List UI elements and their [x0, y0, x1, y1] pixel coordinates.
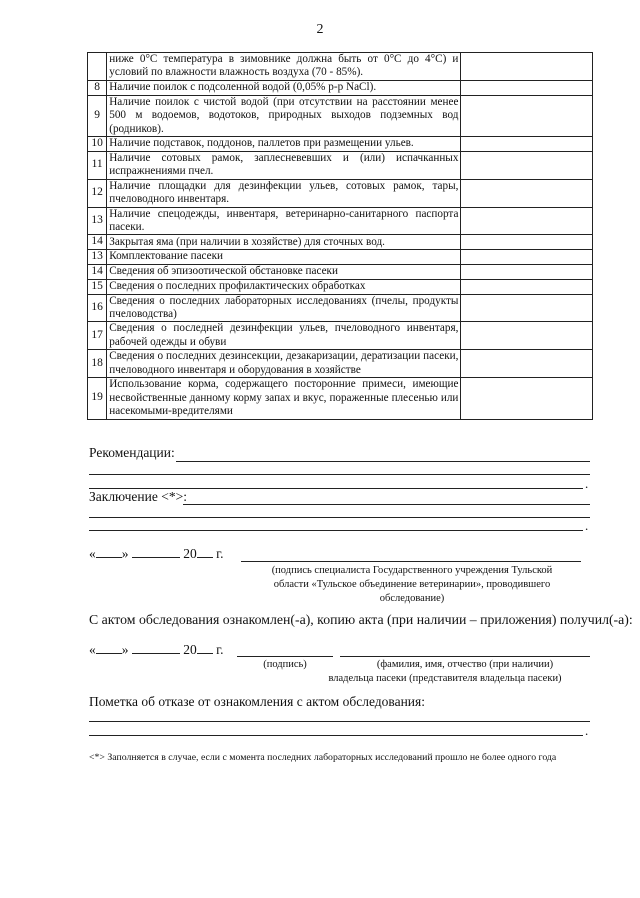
row-number: 14	[88, 265, 107, 280]
row-value-cell[interactable]	[461, 235, 593, 250]
date-suffix: г.	[216, 642, 224, 657]
date-year: 20	[183, 642, 197, 657]
day-field[interactable]	[96, 653, 122, 654]
row-value-cell[interactable]	[461, 136, 593, 151]
table-row	[88, 235, 593, 250]
table-row	[88, 207, 593, 235]
table-row	[88, 378, 593, 419]
row-text: Наличие поилок с чистой водой (при отсутствии на расстоянии менее 500 м водоемов, водотоков, природных выходов подземных вод (родников).	[107, 95, 461, 136]
recommendations-line-2[interactable]	[89, 474, 590, 475]
row-value-cell[interactable]	[461, 80, 593, 95]
date-quote-open: «	[89, 642, 96, 657]
footnote: <*> Заполняется в случае, если с момента последних лабораторных исследований прошло не более одного года	[89, 752, 557, 763]
table-row	[88, 322, 593, 350]
row-value-cell[interactable]	[461, 95, 593, 136]
conclusion-line-3[interactable]	[89, 530, 583, 531]
row-text: ниже 0°С температура в зимовнике должна быть от 0°С до 4°С) и условий по влажности влажность воздуха (70 - 85%).	[107, 53, 461, 81]
date-quote-open: «	[89, 546, 96, 561]
year-field[interactable]	[197, 557, 213, 558]
refusal-period: .	[585, 723, 589, 738]
row-number: 13	[88, 207, 107, 235]
refusal-label: Пометка об отказе от ознакомления с актом обследования:	[89, 694, 425, 709]
table-row	[88, 53, 593, 81]
row-number: 14	[88, 235, 107, 250]
row-text: Наличие площадки для дезинфекции ульев, сотовых рамок, тары, пчеловодного инвентаря.	[107, 179, 461, 207]
recommendations-line-1[interactable]	[176, 461, 590, 462]
row-value-cell[interactable]	[461, 265, 593, 280]
row-value-cell[interactable]	[461, 151, 593, 179]
day-field[interactable]	[96, 557, 122, 558]
row-value-cell[interactable]	[461, 350, 593, 378]
recommendations-label: Рекомендации:	[89, 445, 175, 460]
year-field[interactable]	[197, 653, 213, 654]
row-number: 8	[88, 80, 107, 95]
ack-text: С актом обследования ознакомлен(-а), копию акта (при наличии – приложения) получил(-а):	[89, 612, 633, 627]
table-row	[88, 179, 593, 207]
page-number: 2	[316, 22, 324, 37]
row-value-cell[interactable]	[461, 294, 593, 322]
owner-name-line[interactable]	[340, 656, 590, 657]
checklist-table	[87, 52, 593, 420]
owner-date	[89, 642, 224, 658]
table-row	[88, 151, 593, 179]
row-number: 15	[88, 279, 107, 294]
row-text: Сведения об эпизоотической обстановке пасеки	[107, 265, 461, 280]
row-text: Наличие сотовых рамок, заплесневевших и (или) испачканных испражнениями пчел.	[107, 151, 461, 179]
table-row	[88, 265, 593, 280]
recommendations-period: .	[585, 476, 589, 491]
row-number: 16	[88, 294, 107, 322]
month-field[interactable]	[132, 557, 180, 558]
conclusion-line-1[interactable]	[183, 504, 590, 505]
conclusion-line-2[interactable]	[89, 517, 590, 518]
row-number: 9	[88, 95, 107, 136]
specialist-signature-line[interactable]	[241, 561, 581, 562]
date-suffix: г.	[216, 546, 224, 561]
row-value-cell[interactable]	[461, 53, 593, 81]
row-number: 12	[88, 179, 107, 207]
row-text: Сведения о последних дезинсекции, дезакаризации, дератизации пасеки, пчеловодного инвентаря и оборудования в хозяйстве	[107, 350, 461, 378]
conclusion-label: Заключение <*>:	[89, 489, 187, 504]
row-text: Наличие подставок, поддонов, паллетов при размещении ульев.	[107, 136, 461, 151]
row-text: Сведения о последних лабораторных исследованиях (пчелы, продукты пчеловодства)	[107, 294, 461, 322]
date-quote-close: »	[121, 546, 129, 561]
row-text: Сведения о последней дезинфекции ульев, пчеловодного инвентаря, рабочей одежды и обуви	[107, 322, 461, 350]
row-value-cell[interactable]	[461, 250, 593, 265]
row-text: Использование корма, содержащего посторонние примеси, имеющие несвойственные данному корму запах и вкус, пораженные плесенью или насекомыми-вредителями	[107, 378, 461, 419]
refusal-line-1[interactable]	[89, 721, 590, 722]
table-row	[88, 80, 593, 95]
conclusion-period: .	[585, 518, 589, 533]
owner-caption: владельца пасеки (представителя владельца пасеки)	[328, 673, 562, 684]
date-quote-close: »	[121, 642, 129, 657]
table-row	[88, 350, 593, 378]
month-field[interactable]	[132, 653, 180, 654]
table-row	[88, 250, 593, 265]
row-text: Сведения о последних профилактических обработках	[107, 279, 461, 294]
row-text: Комплектование пасеки	[107, 250, 461, 265]
row-text: Закрытая яма (при наличии в хозяйстве) для сточных вод.	[107, 235, 461, 250]
row-number: 17	[88, 322, 107, 350]
owner-signature-line[interactable]	[237, 656, 333, 657]
row-value-cell[interactable]	[461, 279, 593, 294]
row-text: Наличие спецодежды, инвентаря, ветеринарно-санитарного паспорта пасеки.	[107, 207, 461, 235]
table-row	[88, 136, 593, 151]
fio-caption: (фамилия, имя, отчество (при наличии)	[376, 659, 554, 670]
signature-caption: (подпись)	[263, 659, 307, 670]
row-number: 13	[88, 250, 107, 265]
row-value-cell[interactable]	[461, 378, 593, 419]
row-number: 18	[88, 350, 107, 378]
refusal-line-2[interactable]	[89, 735, 583, 736]
row-number	[88, 53, 107, 81]
date-year: 20	[183, 546, 197, 561]
table-row	[88, 95, 593, 136]
row-number: 11	[88, 151, 107, 179]
row-value-cell[interactable]	[461, 207, 593, 235]
row-text: Наличие поилок с подсоленной водой (0,05% р-р NaCl).	[107, 80, 461, 95]
specialist-caption: (подпись специалиста Государственного учреждения Тульской области «Тульское объединение ветеринарии», проводившего обследование)	[271, 565, 553, 605]
row-value-cell[interactable]	[461, 179, 593, 207]
row-value-cell[interactable]	[461, 322, 593, 350]
table-row	[88, 279, 593, 294]
row-number: 10	[88, 136, 107, 151]
row-number: 19	[88, 378, 107, 419]
table-row	[88, 294, 593, 322]
specialist-date	[89, 546, 224, 562]
